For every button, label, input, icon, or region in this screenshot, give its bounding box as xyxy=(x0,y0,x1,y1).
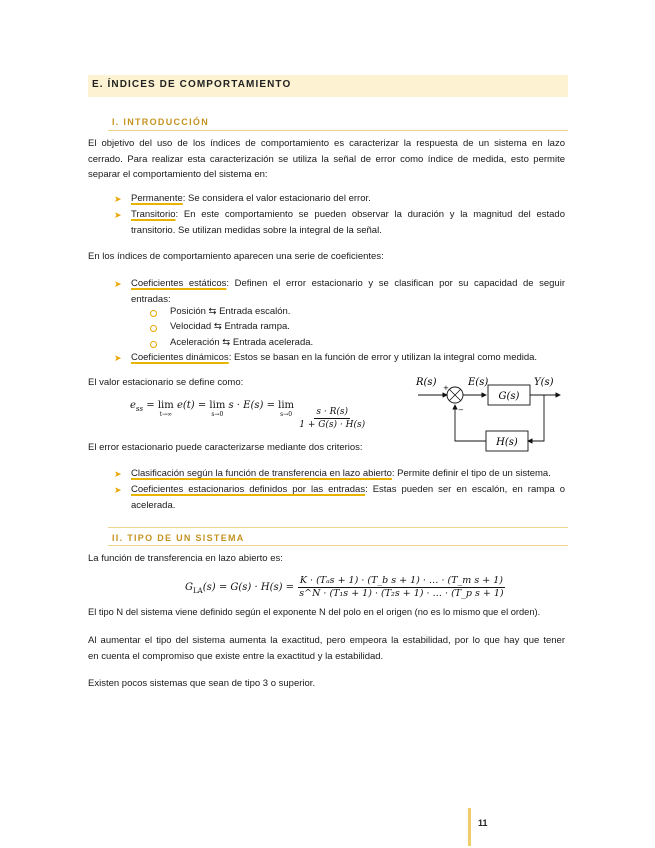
circle-bullet-icon xyxy=(150,325,157,332)
formula-lim-sub: s→0 xyxy=(211,411,224,418)
bullet-cont: acelerada. xyxy=(131,499,176,511)
sub-item-aceleracion: Aceleración ⇆ Entrada acelerada. xyxy=(170,337,314,348)
forward-block-label: G(s) xyxy=(498,391,520,402)
bullet-text: : Definen el error estacionario y se clasifican por su capacidad de seguir xyxy=(226,278,565,289)
steady-state-formula: $e_{ss}$ = lim t→∞ e(t) = lim s→0 s · E(s) = lim s→0 $\frac{s \cdot R(s)}{1 + G(s) \cdot H(s)}$ xyxy=(130,400,366,430)
intro-line-1: El objetivo del uso de los índices de comportamiento es caracterizar la respuesta de un sistema en lazo xyxy=(88,138,565,149)
bullet-arrow-icon: ➤ xyxy=(114,279,122,289)
tf-eq: (s) = G(s) · H(s) = xyxy=(202,582,295,593)
diagram-error-label: E(s) xyxy=(468,377,489,388)
transfer-function-formula xyxy=(185,575,506,600)
circle-bullet-icon xyxy=(150,310,157,317)
formula-lim-sub: t→∞ xyxy=(159,411,173,418)
criteria-text: El error estacionario puede caracterizarse mediante dos criterios: xyxy=(88,442,363,453)
bullet-term: Coeficientes dinámicos xyxy=(131,352,229,363)
bullet-coef-estaticos xyxy=(131,276,565,307)
steady-state-text: El valor estacionario se define como: xyxy=(88,377,244,388)
bullet-arrow-icon: ➤ xyxy=(114,469,122,479)
tf-numerator: K · (Tₐs + 1) · (T_b s + 1) · … · (T_m s + 1) xyxy=(299,575,503,586)
formula-lhs: e xyxy=(130,400,136,411)
bullet-cont: transitorio. Se utilizan medidas sobre la integral de la señal. xyxy=(131,224,382,236)
coef-intro: En los índices de comportamiento aparecen una serie de coeficientes: xyxy=(88,251,384,262)
bullet-text: : Se considera el valor estacionario del error. xyxy=(182,193,371,204)
page-number: 11 xyxy=(478,818,488,828)
diagram-input-label: R(s) xyxy=(416,377,437,388)
sub-item-posicion: Posición ⇆ Entrada escalón. xyxy=(170,306,291,317)
section-title: E. ÍNDICES DE COMPORTAMIENTO xyxy=(92,79,292,90)
tf-lhs: G xyxy=(185,582,193,593)
bullet-arrow-icon: ➤ xyxy=(114,353,122,363)
bullet-text: : Estos se basan en la función de error y utilizan la integral como medida. xyxy=(228,352,538,363)
tf-denominator: s^N · (T₁s + 1) · (T₂s + 1) · … · (T_p s + 1) xyxy=(299,588,504,599)
bullet-cont: entradas: xyxy=(131,293,171,305)
formula-lim: lim xyxy=(209,400,226,411)
tf-intro: La función de transferencia en lazo abierto es: xyxy=(88,553,283,564)
formula-lim: lim xyxy=(278,400,295,411)
page-number-bar xyxy=(468,808,471,846)
intro-line-3: separar el comportamiento del sistema en: xyxy=(88,169,268,180)
block-diagram xyxy=(410,373,570,453)
intro-line-2: cerrado. Para realizar esta caracterización se utiliza la señal de error como índice de medida, esto permite xyxy=(88,153,565,165)
formula-lim: lim xyxy=(157,400,174,411)
bullet-text: : Estas pueden ser en escalón, en rampa o xyxy=(365,484,566,495)
formula-lhs-sub: ss xyxy=(135,405,144,413)
tradeoff-line-1: Al aumentar el tipo del sistema aumenta la exactitud, pero empeora la estabilidad, por lo que hay que tener xyxy=(88,635,565,646)
tf-lhs-sub: LA xyxy=(193,587,203,595)
bullet-text: : En este comportamiento se pueden observar la duración y la magnitud del estado xyxy=(175,209,565,220)
formula-numerator: s · R(s) xyxy=(316,407,348,417)
tipo-heading: II. TIPO DE UN SISTEMA xyxy=(112,533,245,543)
feedback-block-label: H(s) xyxy=(496,437,518,448)
bullet-term: Coeficientes estáticos xyxy=(131,278,227,289)
tradeoff-paragraph xyxy=(88,633,565,664)
intro-paragraph xyxy=(88,136,565,183)
formula-lim-sub: s→0 xyxy=(280,411,293,418)
tipo-top-rule xyxy=(108,527,568,528)
bullet-transitorio xyxy=(131,207,565,238)
formula-denominator: 1 + G(s) · H(s) xyxy=(299,420,366,430)
circle-bullet-icon xyxy=(150,341,157,348)
bullet-arrow-icon: ➤ xyxy=(114,210,122,220)
intro-heading: I. INTRODUCCIÓN xyxy=(112,117,209,127)
bullet-arrow-icon: ➤ xyxy=(114,194,122,204)
bullet-text: : Permite definir el tipo de un sistema. xyxy=(391,468,551,479)
sub-item-velocidad: Velocidad ⇆ Entrada rampa. xyxy=(170,321,290,332)
formula-part1: e(t) = xyxy=(176,400,207,411)
diagram-output-label: Y(s) xyxy=(534,377,554,388)
type-text: El tipo N del sistema viene definido según el exponente N del polo en el origen (no es lo mismo que el orden). xyxy=(88,607,541,617)
tipo-heading-rule xyxy=(108,545,568,546)
bullet-clasificacion xyxy=(131,466,565,482)
bullet-term: Coeficientes estacionarios definidos por las entradas xyxy=(131,484,366,495)
bullet-coef-dinamicos xyxy=(131,350,565,366)
bullet-permanente xyxy=(131,191,565,207)
bullet-coef-estacionarios xyxy=(131,482,565,513)
diagram-plus-sign: + xyxy=(443,384,449,392)
bullet-arrow-icon: ➤ xyxy=(114,485,122,495)
bullet-term: Transitorio xyxy=(131,209,176,220)
intro-heading-rule xyxy=(108,130,568,131)
tradeoff-line-2: en cuenta el compromiso que existe entre la exactitud y la estabilidad. xyxy=(88,650,384,662)
formula-part2: s · E(s) = xyxy=(228,400,275,411)
section-title-band xyxy=(88,75,568,97)
few-systems-text: Existen pocos sistemas que sean de tipo 3 o superior. xyxy=(88,678,316,689)
bullet-term: Permanente xyxy=(131,193,183,204)
bullet-term: Clasificación según la función de transferencia en lazo abierto xyxy=(131,468,392,479)
diagram-minus-sign: − xyxy=(458,406,464,414)
